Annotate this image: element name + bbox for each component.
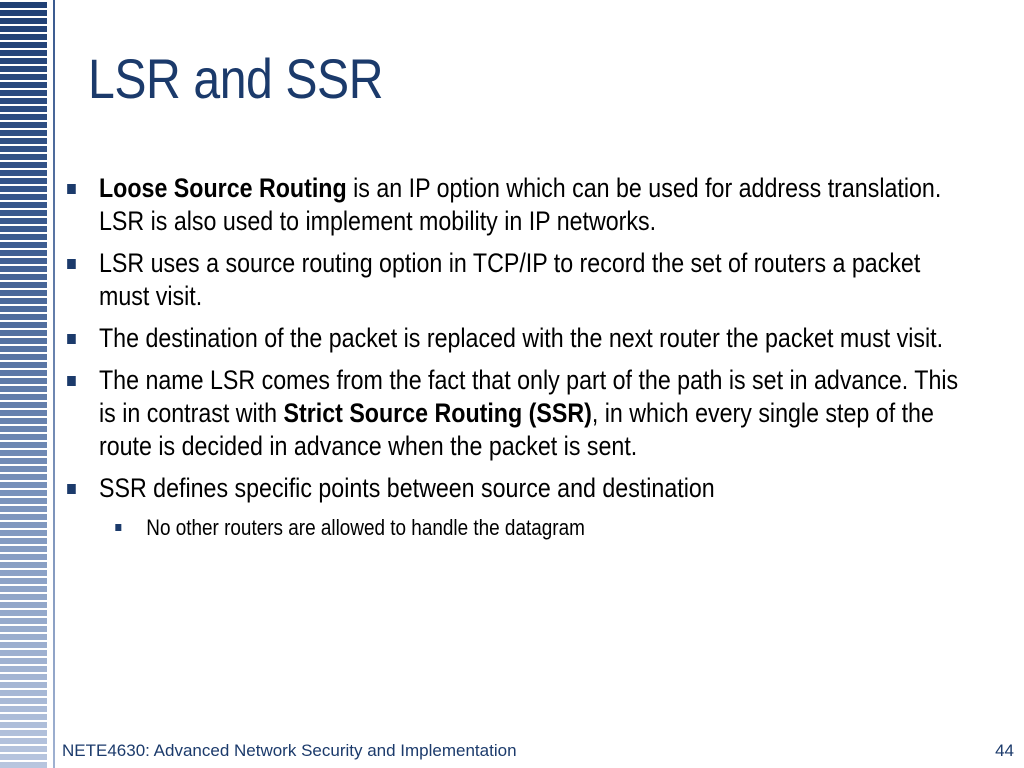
bullet-text: , in which every single step of the route is decided in advance when the packet is sent. <box>98 398 934 461</box>
footer-course-title: NETE4630: Advanced Network Security and Implementation <box>62 741 517 760</box>
bullet-item <box>62 172 968 238</box>
slide-title: LSR and SSR <box>88 47 384 110</box>
bullet-text: The destination of the packet is replaced with the next router the packet must visit. <box>98 323 944 353</box>
page-number: 44 <box>995 741 1014 760</box>
bullet-text: SSR defines specific points between source and destination <box>98 473 715 503</box>
bullet-text: LSR uses a source routing option in TCP/IP to record the set of routers a packet must visit. <box>98 248 921 311</box>
bullet-bold-term: Loose Source Routing <box>98 173 347 203</box>
bullet-list <box>62 172 959 542</box>
decorative-side-stripes <box>0 0 47 768</box>
decorative-side-rule <box>53 0 55 768</box>
bullet-bold-term: Strict Source Routing (SSR) <box>283 398 592 428</box>
bullet-text: is an IP option which can be used for address translation. LSR is also used to implement mobility in IP networks. <box>98 173 942 236</box>
bullet-text: The name LSR comes from the fact that only part of the path is set in advance. This is in contrast with <box>98 365 959 428</box>
bullet-item <box>62 364 968 463</box>
square-bullet-icon <box>67 484 76 494</box>
sub-bullet-text: No other routers are allowed to handle the datagram <box>146 515 585 540</box>
bullet-item <box>62 247 968 313</box>
square-bullet-icon <box>67 334 76 344</box>
bullet-item <box>62 472 968 505</box>
square-bullet-icon <box>67 259 76 269</box>
square-bullet-icon <box>67 184 76 194</box>
sub-bullet-item <box>62 514 972 542</box>
bullet-item <box>62 322 968 355</box>
square-bullet-icon <box>67 376 76 386</box>
square-bullet-icon <box>115 524 121 531</box>
